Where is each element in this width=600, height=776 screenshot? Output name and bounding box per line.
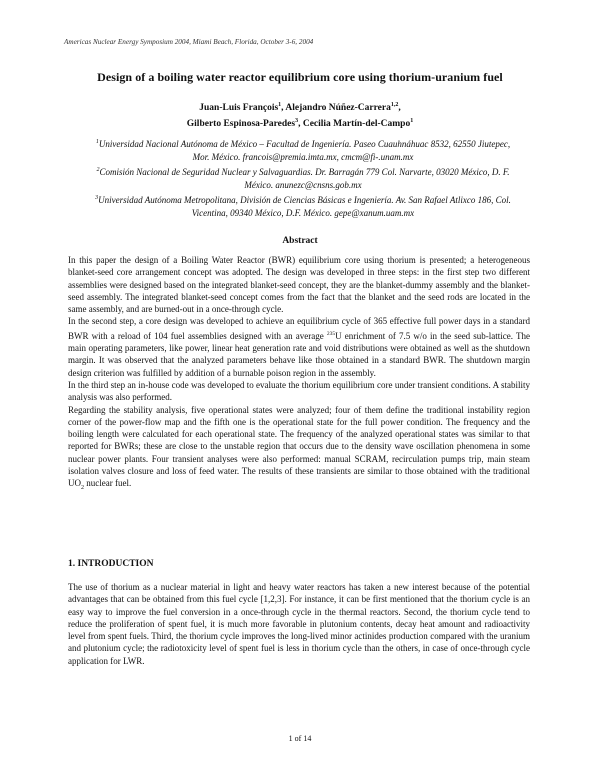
author-list bbox=[40, 99, 560, 130]
abstract-paragraph: In the third step an in-house code was developed to evaluate the thorium equilibrium core under transient conditions. A stability analysis was also performed. bbox=[68, 379, 530, 403]
affiliation-mark: 3 bbox=[95, 195, 99, 202]
isotope-superscript: 235 bbox=[326, 330, 336, 337]
text-run: Regarding the stability analysis, five operational states were analyzed; four of them define the traditional instability region corner of the power-flow map and the fifth one is the operational state for the full power condition. The frequency and the boiling length were calculated for each operational state. The frequency of the analyzed operational states was similar to that reported for BWRs; these are close to the unstable region that occurs due to the density wave oscillation phenomena in some nuclear power plants. Four transient analyses were also performed: manual SCRAM, recirculation pumps trip, main steam isolation valves closure and loss of feed water. The results of these transients are similar to those obtained with the traditional UO bbox=[68, 404, 530, 489]
abstract-paragraph: In this paper the design of a Boiling Water Reactor (BWR) equilibrium core using thorium is presented; a heterogeneous blanket-seed core arrangement concept was adopted. The design was developed in three steps: in the first step two different assemblies were designed based on the integrated blanket-seed concept, they are the blanket-dummy assembly and the blanket-seed assembly. The integrated blanket-seed concept comes from the fact that the blanket and the seed rods are located in the same assembly, and are burned-out in a once-through cycle. bbox=[68, 255, 530, 315]
author-name: Juan-Luis François bbox=[199, 103, 279, 114]
introduction-body bbox=[68, 581, 530, 667]
author-affil-mark: 1 bbox=[410, 117, 414, 124]
conference-header: Americas Nuclear Energy Symposium 2004, Miami Beach, Florida, October 3-6, 2004 bbox=[64, 38, 314, 46]
introduction-paragraph: The use of thorium as a nuclear material in light and heavy water reactors has taken a new interest because of the potential advantages that can be obtained from this fuel cycle [1,2,3]. For instance, it can be first mentioned that the thorium cycle is an easy way to improve the fuel conversion in a once-through cycle in the thermal reactors. Second, the thorium cycle tend to reduce the proliferation of spent fuel, it is much more favorable in plutonium contents, decay heat amount and radioactivity level from spent fuels. Third, the thorium cycle improves the long-lived minor actinides production compared with the uranium and plutonium cycle; the radiotoxicity level of spent fuel is less in thorium cycle than the others, in case of once-through cycle application for LWR. bbox=[68, 582, 530, 666]
text-run: nuclear fuel. bbox=[84, 478, 132, 489]
abstract-paragraph bbox=[68, 404, 530, 495]
formula-subscript: 2 bbox=[81, 485, 84, 492]
affiliation bbox=[88, 136, 518, 163]
author-affil-mark: 1 bbox=[278, 102, 282, 108]
text-run: In the second step, a core design was developed to achieve an equilibrium cycle of 365 effective full power days in a standard BWR with a reload of 104 fuel assemblies designed with an average bbox=[68, 316, 530, 341]
affiliation-text: Universidad Nacional Autónoma de México – Facultad de Ingeniería. Paseo Cuauhnáhuac 8532, 62550 Jiutepec, Mor. México. francois@premia.imta.mx, cmcm@fi-.unam.mx bbox=[98, 139, 511, 162]
page-number: 1 of 14 bbox=[288, 734, 312, 743]
abstract-paragraph bbox=[68, 315, 530, 378]
affiliation bbox=[88, 164, 518, 191]
author-line-2: Gilberto Espinosa-Paredes$^3$, Cecilia Martín-del-Campo$^1$ bbox=[186, 117, 414, 129]
affiliation-text: Comisión Nacional de Seguridad Nuclear y Salvaguardias. Dr. Barragán 779 Col. Narvarte, 03020 México, D. F. México. anunezc@cnsns.gob.mx bbox=[99, 167, 510, 190]
author-affil-mark: 1,2 bbox=[390, 102, 399, 108]
affiliation bbox=[88, 192, 518, 219]
paper-title: Design of a boiling water reactor equilibrium core using thorium-uranium fuel bbox=[97, 70, 503, 84]
affiliation-text: Universidad Autónoma Metropolitana, División de Ciencias Básicas e Ingeniería. Av. San Rafael Atlixco 186, Col. Vicentina, 09340 México, D.F. México. gepe@xanum.uam.mx bbox=[98, 195, 511, 218]
text-run: U enrichment of 7.5 w/o in the seed sub-lattice. The main operating parameters, like power, linear heat generation rate and void distributions were obtained as well as the shutdown margin. It was observed that the analyzed parameters behave like those obtained in a standard BWR. The shutdown margin design criterion was fulfilled by addition of a burnable poison region in the assembly. bbox=[68, 330, 530, 378]
author-affil-mark: 3 bbox=[295, 117, 299, 124]
author-name: Alejandro Núñez-Carrera bbox=[285, 103, 391, 114]
author-line-1: Juan-Luis François$^1$, Alejandro Núñez-Carrera$^{1,2}$, bbox=[199, 102, 401, 114]
author-name: Cecilia Martín-del-Campo bbox=[302, 118, 411, 129]
affiliation-mark: 1 bbox=[95, 139, 99, 145]
affiliation-list bbox=[88, 136, 518, 221]
author-name: Gilberto Espinosa-Paredes bbox=[186, 118, 296, 129]
section-heading-introduction: 1. INTRODUCTION bbox=[68, 559, 154, 569]
affiliation-mark: 2 bbox=[96, 167, 100, 174]
abstract-body bbox=[68, 254, 530, 494]
abstract-heading: Abstract bbox=[282, 236, 318, 246]
